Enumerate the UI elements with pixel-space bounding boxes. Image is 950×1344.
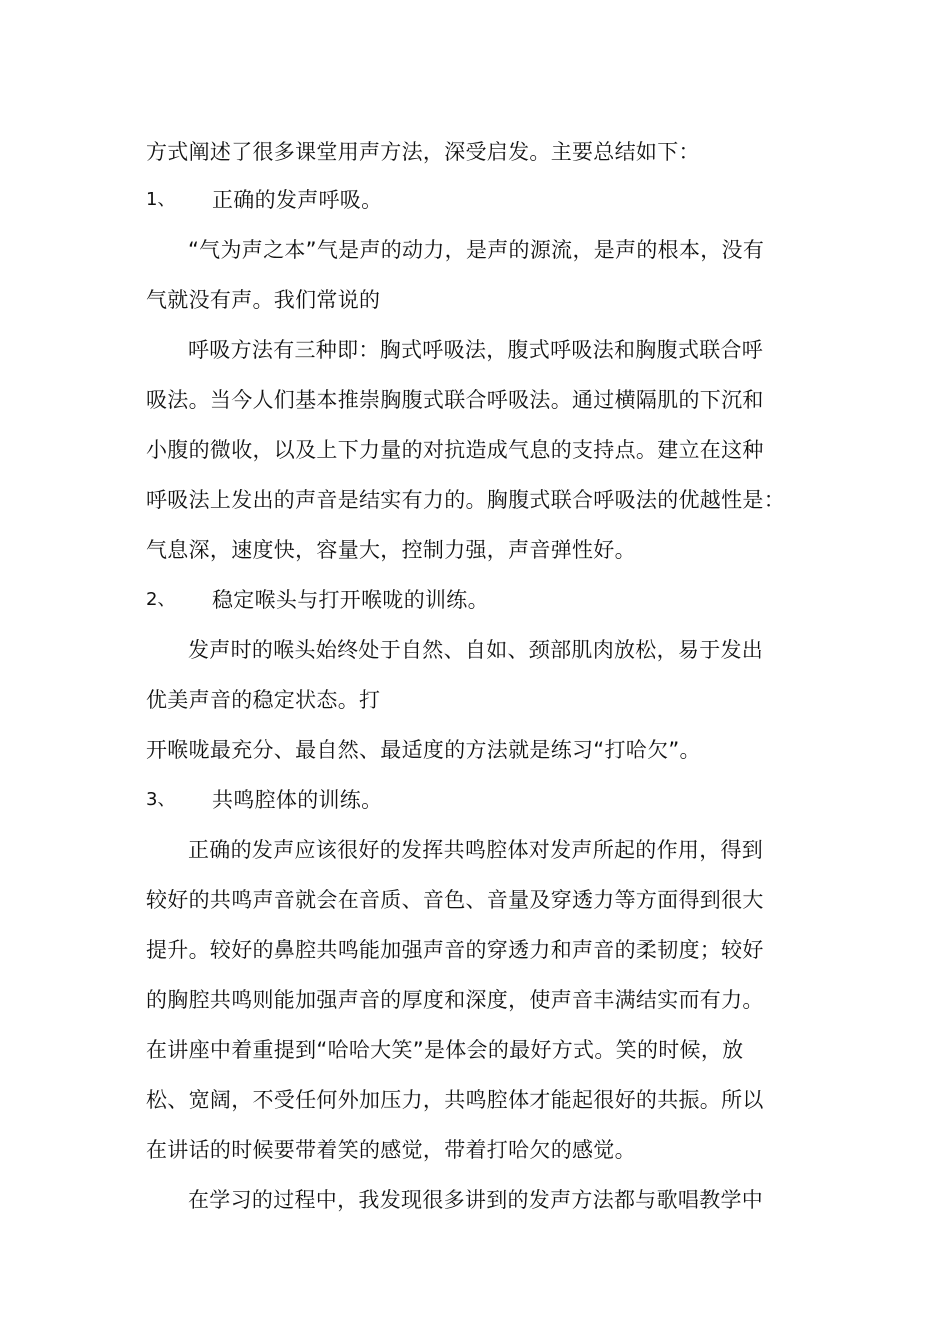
text-line: 吸法。当今人们基本推崇胸腹式联合呼吸法。通过横隔肌的下沉和 [146, 388, 764, 412]
text-line: 的胸腔共鸣则能加强声音的厚度和深度，使声音丰满结实而有力。 [146, 988, 764, 1012]
heading-text: 共鸣腔体的训练。 [212, 788, 383, 812]
heading-number: 3、 [146, 789, 176, 810]
text-line: 在学习的过程中，我发现很多讲到的发声方法都与歌唱教学中 [188, 1188, 764, 1212]
text-line: 正确的发声应该很好的发挥共鸣腔体对发声所起的作用，得到 [188, 838, 764, 862]
text-line: 在讲话的时候要带着笑的感觉，带着打哈欠的感觉。 [146, 1138, 636, 1162]
heading-number: 2、 [146, 589, 176, 610]
heading-text: 正确的发声呼吸。 [212, 188, 383, 212]
text-line: 提升。较好的鼻腔共鸣能加强声音的穿透力和声音的柔韧度；较好 [146, 938, 764, 962]
text-line: 小腹的微收，以及上下力量的对抗造成气息的支持点。建立在这种 [146, 438, 764, 462]
text-line: 发声时的喉头始终处于自然、自如、颈部肌肉放松，易于发出 [188, 638, 764, 662]
text-line: 松、宽阔，不受任何外加压力，共鸣腔体才能起很好的共振。所以 [146, 1088, 764, 1112]
text-line: 在讲座中着重提到“哈哈大笑”是体会的最好方式。笑的时候，放 [146, 1038, 744, 1062]
text-line: 较好的共鸣声音就会在音质、音色、音量及穿透力等方面得到很大 [146, 888, 764, 912]
heading-text: 稳定喉头与打开喉咙的训练。 [212, 588, 489, 612]
text-line: 方式阐述了很多课堂用声方法，深受启发。主要总结如下： [146, 140, 700, 164]
text-line: “气为声之本”气是声的动力，是声的源流，是声的根本，没有 [188, 238, 765, 262]
text-line: 呼吸方法有三种即：胸式呼吸法，腹式呼吸法和胸腹式联合呼 [188, 338, 764, 362]
text-line: 优美声音的稳定状态。打 [146, 688, 381, 712]
text-line: 气息深，速度快，容量大，控制力强，声音弹性好。 [146, 538, 636, 562]
text-line: 开喉咙最充分、最自然、最适度的方法就是练习“打哈欠”。 [146, 738, 701, 762]
text-line: 气就没有声。我们常说的 [146, 288, 381, 312]
heading-number: 1、 [146, 189, 176, 210]
text-line: 呼吸法上发出的声音是结实有力的。胸腹式联合呼吸法的优越性是： [146, 488, 785, 512]
